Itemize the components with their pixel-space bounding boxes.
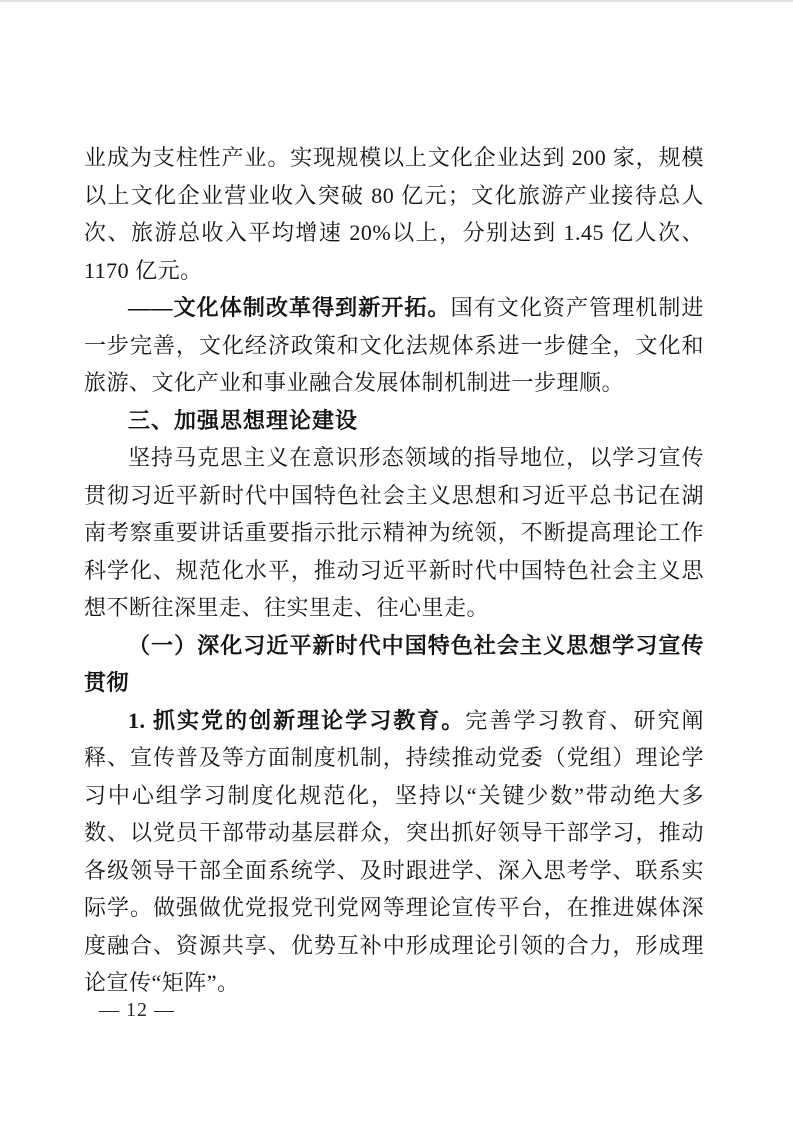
heading1: [84, 402, 704, 440]
text-run-bold: 三、加强思想理论建设: [128, 407, 359, 433]
text-run-regular: 业成为支柱性产业。实现规模以上文化企业达到 200 家，规模以上文化企业营业收入突破 80 亿元；文化旅游产业接待总人次、旅游总收入平均增速 20%以上，分别达到 1.45 亿人次、1170 亿元。: [84, 145, 704, 283]
text-run-bold: ——文化体制改革得到新开拓。: [128, 295, 451, 320]
paragraph: [84, 702, 704, 1002]
text-run-bold: 1. 抓实党的创新理论学习教育。: [128, 707, 466, 733]
heading2: [84, 627, 704, 702]
page-number: — 12 —: [99, 999, 175, 1021]
text-run-regular: 坚持马克思主义在意识形态领域的指导地位，以学习宣传贯彻习近平新时代中国特色社会主义思想和习近平总书记在湖南考察重要讲话重要指示批示精神为统领，不断提高理论工作科学化、规范化水平，推动习近平新时代中国特色社会主义思想不断往深里走、往实里走、往心里走。: [84, 445, 704, 620]
document-body: [84, 139, 704, 1002]
text-run-bold: （一）深化习近平新时代中国特色社会主义思想学习宣传贯彻: [84, 632, 704, 695]
text-run-regular: 完善学习教育、研究阐释、宣传普及等方面制度机制，持续推动党委（党组）理论学习中心组学习制度化规范化，坚持以“关键少数”带动绝大多数、以党员干部带动基层群众，突出抓好领导干部学习，推动各级领导干部全面系统学、及时跟进学、深入思考学、联系实际学。做强做优党报党刊党网等理论宣传平台，在推进媒体深度融合、资源共享、优势互补中形成理论引领的合力，形成理论宣传“矩阵”。: [84, 707, 704, 995]
page-top-edge: [0, 0, 793, 2]
text-run-regular: 国有文化资产管理机制进一步完善，文化经济政策和文化法规体系进一步健全，文化和旅游、文化产业和事业融合发展体制机制进一步理顺。: [84, 295, 704, 395]
paragraph: [84, 139, 704, 289]
paragraph: [84, 439, 704, 627]
paragraph: [84, 289, 704, 402]
